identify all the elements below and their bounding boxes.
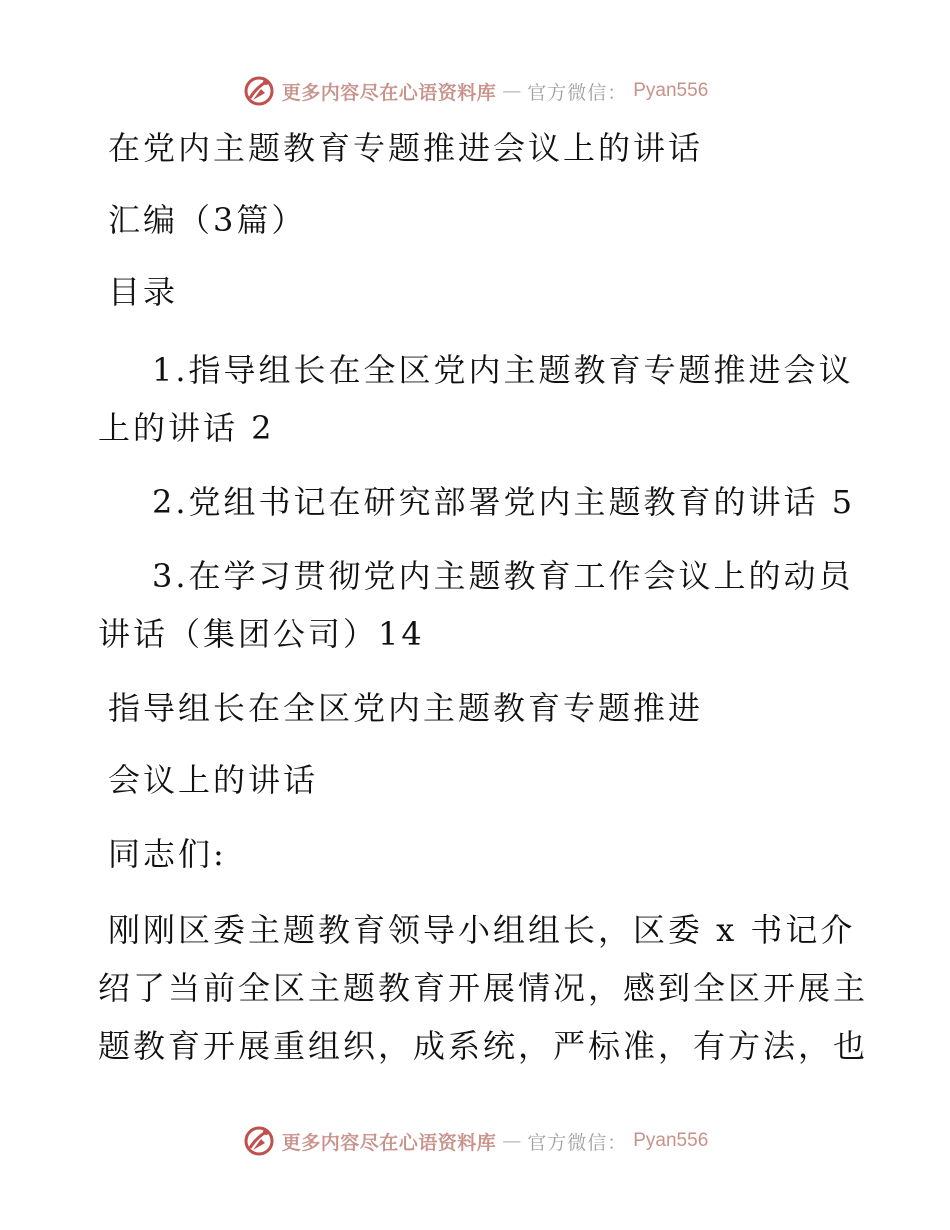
brand-logo-icon	[242, 74, 276, 108]
brand-logo-icon	[242, 1124, 276, 1158]
section-title-line2: 会议上的讲话	[108, 761, 319, 799]
watermark-sub-text: 官方微信：	[527, 81, 628, 104]
document-title-line1: 在党内主题教育专题推进会议上的讲话	[108, 129, 704, 167]
header-watermark	[0, 70, 950, 112]
body-line-1: 刚刚区委主题教育领导小组组长，区委 x 书记介	[108, 911, 856, 949]
watermark-wechat-id: Pyan556	[633, 80, 709, 101]
document-title-line2: 汇编（3篇）	[108, 201, 307, 239]
watermark-brand	[242, 74, 709, 108]
watermark-sub-text: 官方微信：	[527, 1131, 628, 1154]
body-line-2: 绍了当前全区主题教育开展情况，感到全区开展主	[98, 969, 869, 1007]
watermark-wechat-id: Pyan556	[633, 1130, 709, 1151]
watermark-brand	[242, 1124, 709, 1158]
toc-item-2: 2.党组书记在研究部署党内主题教育的讲话 5	[152, 483, 856, 521]
body-line-3: 题教育开展重组织，成系统，严标准，有方法，也	[98, 1027, 869, 1065]
watermark-dash: —	[502, 1130, 522, 1152]
footer-watermark	[0, 1120, 950, 1162]
toc-item-3-line1: 3.在学习贯彻党内主题教育工作会议上的动员	[152, 557, 854, 595]
watermark-brand-text: 更多内容尽在心语资料库	[281, 81, 497, 104]
watermark-dash: —	[502, 80, 522, 102]
toc-item-3-line2: 讲话（集团公司）14	[98, 615, 425, 653]
watermark-brand-text: 更多内容尽在心语资料库	[281, 1131, 497, 1154]
section-title-line1: 指导组长在全区党内主题教育专题推进	[108, 689, 704, 727]
toc-item-1-line1: 1.指导组长在全区党内主题教育专题推进会议	[152, 351, 854, 389]
toc-heading: 目录	[108, 273, 179, 311]
toc-item-1-line2: 上的讲话 2	[98, 409, 275, 447]
salutation: 同志们:	[108, 835, 227, 873]
